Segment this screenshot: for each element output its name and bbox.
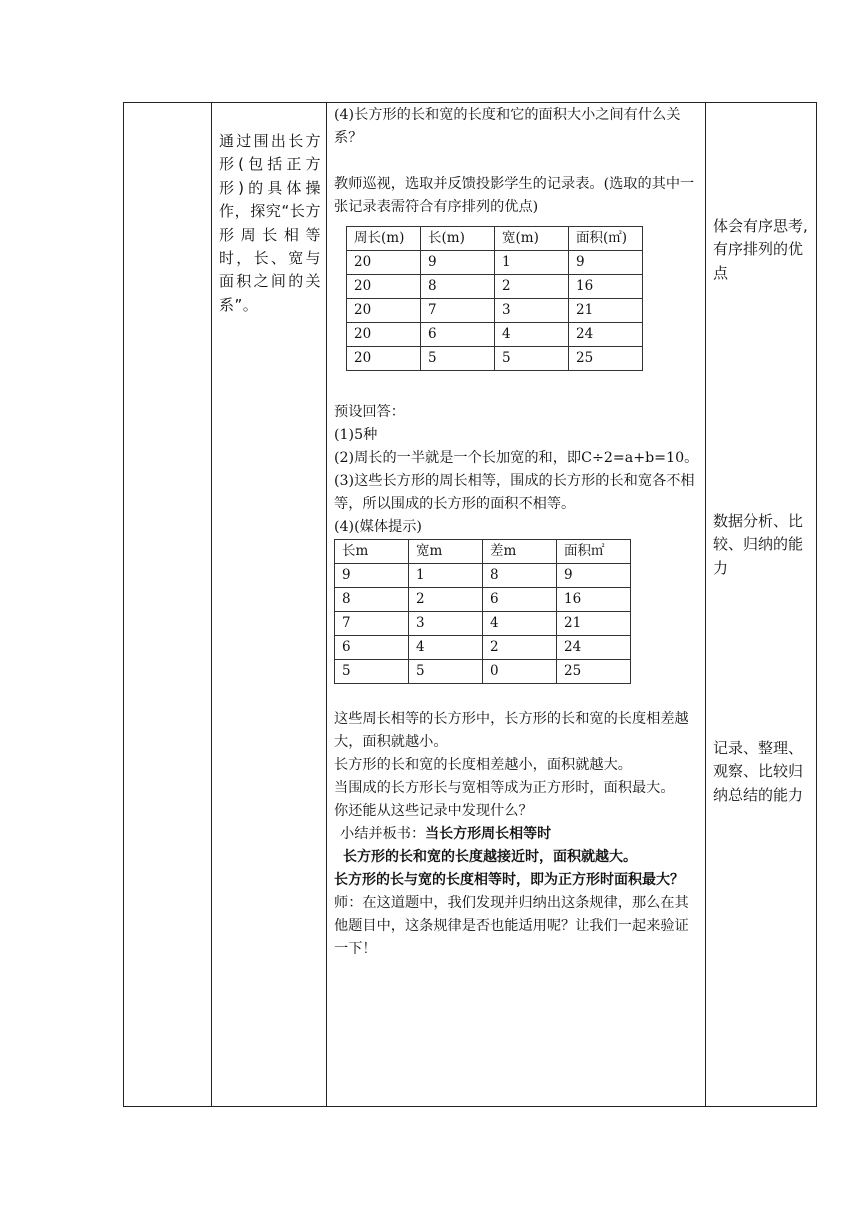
table-cell: 1: [495, 251, 569, 275]
table-cell: 8: [483, 564, 557, 588]
table-cell: 9: [421, 251, 495, 275]
table-cell: 4: [495, 323, 569, 347]
teacher-words: 师：在这道题中，我们发现并归纳出这条规律，那么在其他题目中，这条规律是否也能适用呢？让我们一起来验证一下！: [334, 895, 689, 957]
table-cell: 5: [409, 660, 483, 684]
table-cell: 6: [483, 588, 557, 612]
table-cell: 7: [421, 299, 495, 323]
table-row: [335, 636, 631, 660]
conclusion-2: 长方形的长和宽的长度相差越小，面积就越大。: [334, 757, 632, 773]
table-row: [347, 251, 643, 275]
table-row: [335, 588, 631, 612]
table-cell: 1: [409, 564, 483, 588]
table-cell: 20: [347, 299, 421, 323]
table-cell: 5: [421, 347, 495, 371]
table-header-cell: 面积(㎡): [569, 227, 643, 251]
table-cell: 25: [557, 660, 631, 684]
summary-line: [334, 823, 700, 846]
column-divider: [326, 102, 327, 1107]
table-cell: 4: [409, 636, 483, 660]
table-cell: 24: [569, 323, 643, 347]
summary-bold-1: 当长方形周长相等时: [425, 826, 552, 842]
table-header-cell: 周长(m): [347, 227, 421, 251]
column-divider: [705, 102, 706, 1107]
table-header-cell: 面积㎡: [557, 540, 631, 564]
ability-3: 记录、整理、观察、比较归纳总结的能力: [713, 739, 804, 804]
preset-title: 预设回答：: [334, 404, 405, 420]
table-cell: 3: [495, 299, 569, 323]
table-cell: 25: [569, 347, 643, 371]
table-cell: 20: [347, 347, 421, 371]
table-cell: 16: [557, 588, 631, 612]
table-row: [347, 275, 643, 299]
table-cell: 21: [569, 299, 643, 323]
table-cell: 2: [483, 636, 557, 660]
table-cell: 6: [421, 323, 495, 347]
table-cell: 8: [421, 275, 495, 299]
table-header-cell: 长(m): [421, 227, 495, 251]
table-cell: 16: [569, 275, 643, 299]
table-cell: 8: [335, 588, 409, 612]
answer-3: (3)这些长方形的周长相等，围成的长方形的长和宽各不相等，所以围成的长方形的面积不相等。: [334, 473, 695, 512]
table-cell: 9: [335, 564, 409, 588]
table-cell: 24: [557, 636, 631, 660]
process-column: [334, 104, 700, 961]
teacher-action-text: 教师巡视，选取并反馈投影学生的记录表。(选取的其中一张记录表需符合有序排列的优点): [334, 176, 695, 215]
table-row: [347, 299, 643, 323]
question-2: 你还能从这些记录中发现什么？: [334, 803, 533, 819]
ability-1: 体会有序思考,有序排列的优点: [713, 217, 808, 282]
record-table: [346, 226, 643, 371]
table-cell: 5: [335, 660, 409, 684]
summary-bold-2: 长方形的长和宽的长度越接近时，面积就越大。: [343, 849, 637, 865]
answer-4: (4)(媒体提示): [334, 519, 422, 535]
media-table: [334, 539, 631, 684]
table-cell: 9: [569, 251, 643, 275]
ability-2: 数据分析、比较、归纳的能力: [713, 512, 804, 577]
objective-text: 通过围出长方形(包括正方形)的具体操作，探究“长方形周长相等时，长、宽与面积之间的关系”。: [219, 132, 321, 314]
conclusion-3: 当围成的长方形长与宽相等成为正方形时，面积最大。: [334, 780, 675, 796]
column-divider: [211, 102, 212, 1107]
table-cell: 2: [495, 275, 569, 299]
table-row: [347, 347, 643, 371]
table-cell: 4: [483, 612, 557, 636]
table-row: [335, 660, 631, 684]
table-cell: 20: [347, 323, 421, 347]
table-header-row: [347, 227, 643, 251]
table-cell: 7: [335, 612, 409, 636]
table-header-cell: 宽m: [409, 540, 483, 564]
summary-bold-3: 长方形的长与宽的长度相等时，即为正方形时面积最大？: [334, 872, 684, 888]
table-cell: 0: [483, 660, 557, 684]
summary-label: 小结并板书：: [340, 826, 426, 842]
table-cell: 20: [347, 251, 421, 275]
table-cell: 9: [557, 564, 631, 588]
table-cell: 5: [495, 347, 569, 371]
table-header-row: [335, 540, 631, 564]
table-cell: 3: [409, 612, 483, 636]
conclusion-1: 这些周长相等的长方形中，长方形的长和宽的长度相差越大，面积就越小。: [334, 711, 689, 750]
table-header-cell: 长m: [335, 540, 409, 564]
table-cell: 2: [409, 588, 483, 612]
table-header-cell: 宽(m): [495, 227, 569, 251]
answer-2: (2)周长的一半就是一个长加宽的和，即C÷2=a+b=10。: [334, 450, 699, 466]
table-header-cell: 差m: [483, 540, 557, 564]
table-row: [335, 564, 631, 588]
table-cell: 20: [347, 275, 421, 299]
table-cell: 6: [335, 636, 409, 660]
table-row: [347, 323, 643, 347]
table-row: [335, 612, 631, 636]
answer-1: (1)5种: [334, 427, 378, 443]
question-text: (4)长方形的长和宽的长度和它的面积大小之间有什么关系？: [334, 107, 681, 146]
table-cell: 21: [557, 612, 631, 636]
